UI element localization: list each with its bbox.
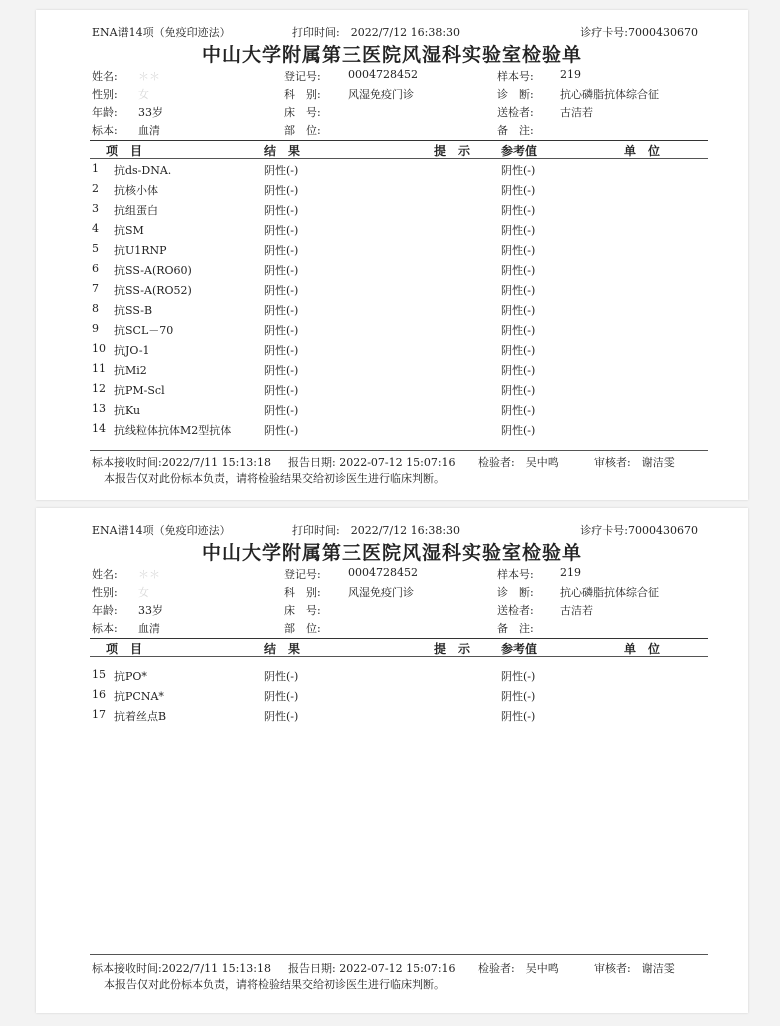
card-number: 诊疗卡号:7000430670 [580,26,698,39]
row-result: 阴性(-) [264,164,299,177]
table-row [90,668,708,688]
col-hint: 提 示 [434,642,471,656]
row-reference: 阴性(-) [501,404,536,417]
department: 风湿免疫门诊 [348,586,414,599]
table-header [90,142,708,158]
sender: 古洁若 [560,604,593,617]
row-result: 阴性(-) [264,244,299,257]
dept-label: 科 别: [284,586,321,599]
row-number: 7 [92,282,99,295]
row-number: 6 [92,262,99,275]
row-reference: 阴性(-) [501,424,536,437]
sample-label: 样本号: [497,70,534,83]
row-number: 8 [92,302,99,315]
row-result: 阴性(-) [264,184,299,197]
row-reference: 阴性(-) [501,184,536,197]
row-reference: 阴性(-) [501,264,536,277]
sample-number: 219 [560,68,581,81]
col-hint: 提 示 [434,144,471,158]
patient-info [92,68,712,138]
reg-number: 0004728452 [348,68,418,81]
table-row [90,382,708,402]
table-row [90,302,708,322]
reg-label: 登记号: [284,70,321,83]
row-item: 抗PCNA* [114,690,164,703]
row-item: 抗JO-1 [114,344,150,357]
print-time: 打印时间: 2022/7/12 16:38:30 [292,524,461,537]
row-result: 阴性(-) [264,670,299,683]
row-number: 14 [92,422,106,435]
row-item: 抗PM-Scl [114,384,165,397]
row-number: 4 [92,222,99,235]
reg-number: 0004728452 [348,566,418,579]
row-result: 阴性(-) [264,364,299,377]
report-header-bar [92,24,698,40]
site-label: 部 位: [284,124,321,137]
row-reference: 阴性(-) [501,304,536,317]
report-page-2 [36,508,748,1013]
row-number: 17 [92,708,106,721]
name-label: 姓名: [92,568,118,581]
table-row [90,282,708,302]
patient-sex: 女 [138,586,149,599]
specimen-label: 标本: [92,124,118,137]
specimen: 血清 [138,124,160,137]
sender: 古洁若 [560,106,593,119]
col-ref: 参考值 [501,642,538,656]
patient-sex: 女 [138,88,149,101]
row-reference: 阴性(-) [501,204,536,217]
footer-line [92,454,708,470]
print-time: 打印时间: 2022/7/12 16:38:30 [292,26,461,39]
row-result: 阴性(-) [264,404,299,417]
row-number: 16 [92,688,106,701]
sex-label: 性别: [92,586,118,599]
row-reference: 阴性(-) [501,364,536,377]
diagnosis: 抗心磷脂抗体综合征 [560,88,659,101]
row-item: 抗Ku [114,404,141,417]
row-item: 抗SCL－70 [114,324,174,337]
row-reference: 阴性(-) [501,690,536,703]
row-reference: 阴性(-) [501,244,536,257]
reviewer: 审核者: 谢洁雯 [594,456,675,469]
patient-name: ＊＊ [138,70,160,83]
footer-rule [90,450,708,451]
row-result: 阴性(-) [264,224,299,237]
header-top-rule [90,140,708,141]
row-result: 阴性(-) [264,710,299,723]
age-label: 年龄: [92,604,118,617]
note-label: 备 注: [497,124,534,137]
row-item: 抗SM [114,224,144,237]
table-row [90,202,708,222]
table-row [90,402,708,422]
age-label: 年龄: [92,106,118,119]
table-row [90,162,708,182]
results-table [90,162,708,448]
table-header [90,640,708,656]
row-number: 5 [92,242,99,255]
footer-line [92,960,708,976]
sender-label: 送检者: [497,106,534,119]
row-item: 抗核小体 [114,184,158,197]
row-number: 1 [92,162,99,175]
row-number: 13 [92,402,106,415]
row-reference: 阴性(-) [501,710,536,723]
row-number: 12 [92,382,106,395]
row-reference: 阴性(-) [501,224,536,237]
report-date: 报告日期: 2022-07-12 15:07:16 [288,962,456,975]
row-result: 阴性(-) [264,324,299,337]
row-result: 阴性(-) [264,264,299,277]
row-item: 抗SS-A(RO60) [114,264,192,277]
table-row [90,688,708,708]
receive-time: 标本接收时间:2022/7/11 15:13:18 [92,962,272,975]
row-result: 阴性(-) [264,344,299,357]
reviewer: 审核者: 谢洁雯 [594,962,675,975]
row-item: 抗SS-A(RO52) [114,284,192,297]
row-result: 阴性(-) [264,690,299,703]
row-item: 抗PO* [114,670,147,683]
disclaimer: 本报告仅对此份标本负责，请将检验结果交给初诊医生进行临床判断。 [104,978,445,991]
hospital-title: 中山大学附属第三医院风湿科实验室检验单 [201,44,582,66]
table-row [90,242,708,262]
col-item: 项 目 [106,144,143,158]
row-result: 阴性(-) [264,204,299,217]
patient-age: 33岁 [138,106,163,119]
row-item: 抗SS-B [114,304,153,317]
name-label: 姓名: [92,70,118,83]
table-row [90,182,708,202]
site-label: 部 位: [284,622,321,635]
table-row [90,342,708,362]
header-bottom-rule [90,158,708,159]
diagnosis: 抗心磷脂抗体综合征 [560,586,659,599]
row-reference: 阴性(-) [501,384,536,397]
row-number: 15 [92,668,106,681]
footer-rule [90,954,708,955]
receive-time: 标本接收时间:2022/7/11 15:13:18 [92,456,272,469]
row-reference: 阴性(-) [501,164,536,177]
sample-label: 样本号: [497,568,534,581]
row-result: 阴性(-) [264,424,299,437]
table-row [90,422,708,442]
hospital-title: 中山大学附属第三医院风湿科实验室检验单 [201,542,582,564]
row-item: 抗Mi2 [114,364,147,377]
diagnosis-label: 诊 断: [497,586,534,599]
col-result: 结 果 [264,144,301,158]
row-reference: 阴性(-) [501,344,536,357]
report-page-1 [36,10,748,500]
report-name: ENA谱14项（免疫印迹法） [92,26,231,39]
row-item: 抗着丝点B [114,710,167,723]
sex-label: 性别: [92,88,118,101]
header-bottom-rule [90,656,708,657]
row-number: 2 [92,182,99,195]
row-item: 抗U1RNP [114,244,167,257]
row-reference: 阴性(-) [501,670,536,683]
report-date: 报告日期: 2022-07-12 15:07:16 [288,456,456,469]
patient-name: ＊＊ [138,568,160,581]
table-row [90,222,708,242]
table-row [90,322,708,342]
report-name: ENA谱14项（免疫印迹法） [92,524,231,537]
sender-label: 送检者: [497,604,534,617]
diagnosis-label: 诊 断: [497,88,534,101]
row-item: 抗ds-DNA. [114,164,172,177]
row-number: 3 [92,202,99,215]
note-label: 备 注: [497,622,534,635]
tester: 检验者: 吴中鸣 [478,962,559,975]
reg-label: 登记号: [284,568,321,581]
row-result: 阴性(-) [264,304,299,317]
row-item: 抗组蛋白 [114,204,158,217]
row-number: 9 [92,322,99,335]
col-ref: 参考值 [501,144,538,158]
sample-number: 219 [560,566,581,579]
col-unit: 单 位 [624,642,661,656]
card-number: 诊疗卡号:7000430670 [580,524,698,537]
row-number: 11 [92,362,106,375]
table-row [90,708,708,728]
specimen-label: 标本: [92,622,118,635]
table-row [90,262,708,282]
col-unit: 单 位 [624,144,661,158]
tester: 检验者: 吴中鸣 [478,456,559,469]
header-top-rule [90,638,708,639]
row-reference: 阴性(-) [501,324,536,337]
bed-label: 床 号: [284,604,321,617]
patient-info [92,566,712,636]
row-item: 抗线粒体抗体M2型抗体 [114,424,232,437]
report-header-bar [92,522,698,538]
col-result: 结 果 [264,642,301,656]
row-result: 阴性(-) [264,384,299,397]
table-row [90,362,708,382]
row-reference: 阴性(-) [501,284,536,297]
specimen: 血清 [138,622,160,635]
col-item: 项 目 [106,642,143,656]
disclaimer: 本报告仅对此份标本负责，请将检验结果交给初诊医生进行临床判断。 [104,472,445,485]
bed-label: 床 号: [284,106,321,119]
patient-age: 33岁 [138,604,163,617]
row-number: 10 [92,342,106,355]
results-table [90,668,708,748]
department: 风湿免疫门诊 [348,88,414,101]
dept-label: 科 别: [284,88,321,101]
row-result: 阴性(-) [264,284,299,297]
